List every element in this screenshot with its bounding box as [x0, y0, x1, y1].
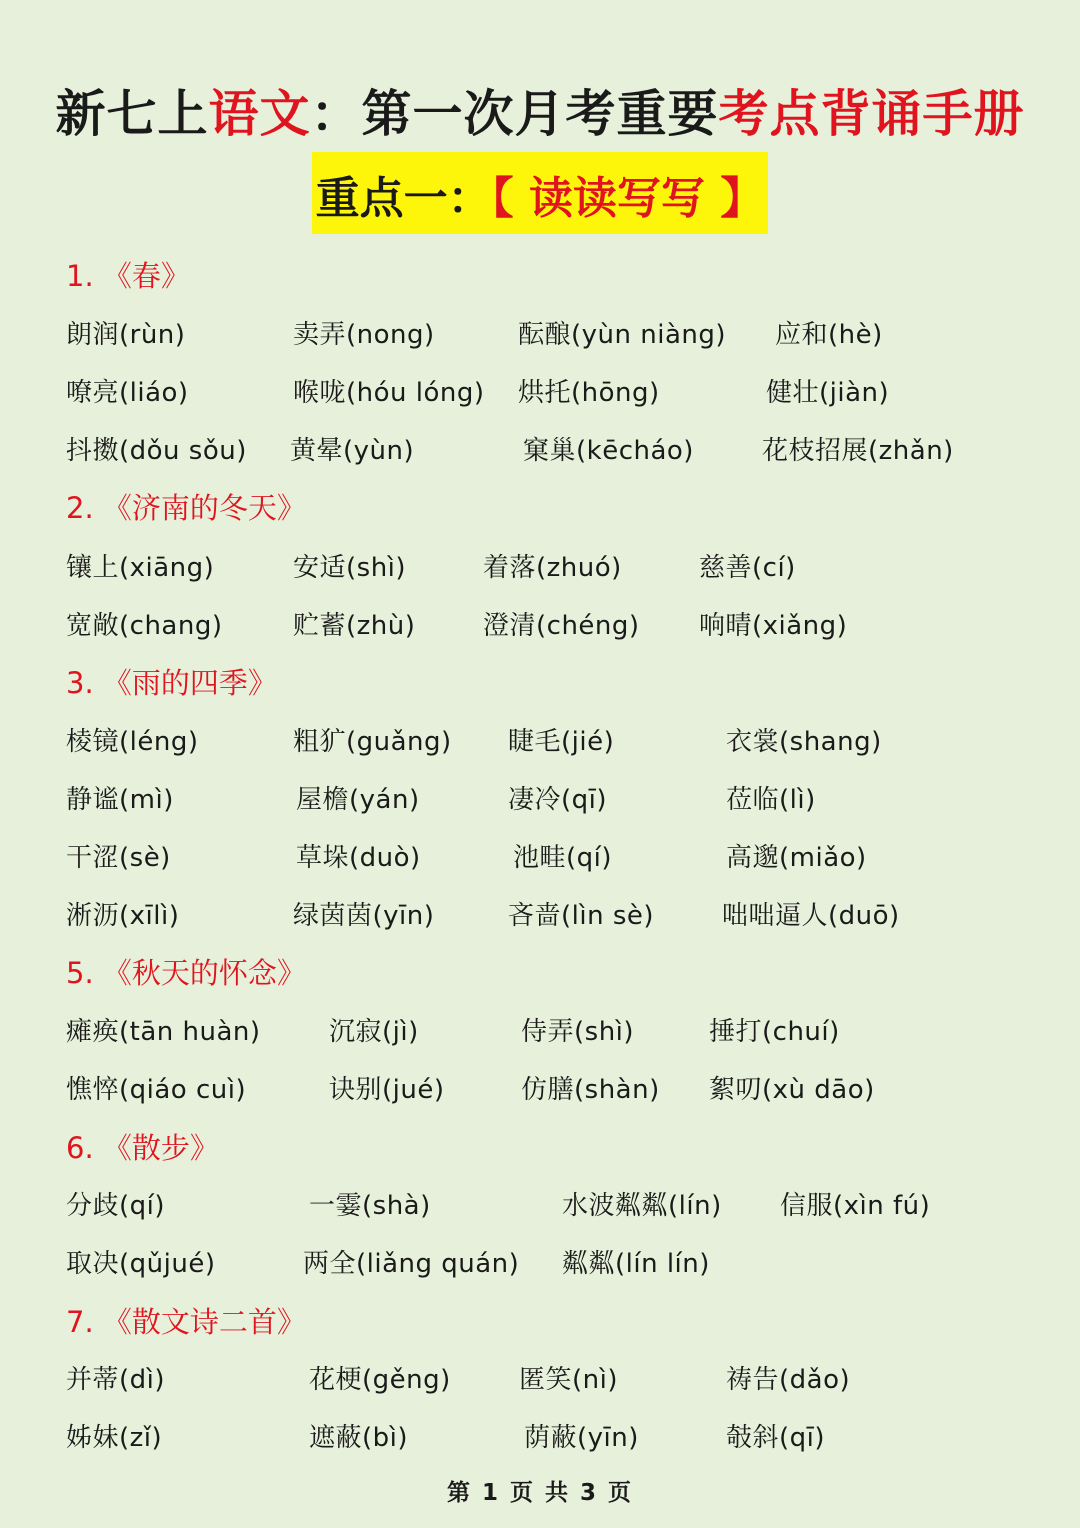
vocab-item: 粗犷(guǎng) [293, 727, 452, 757]
vocab-item: 一霎(shà) [309, 1191, 431, 1221]
page-number: 第 1 页 共 3 页 [446, 1480, 634, 1506]
title-part-1: 新七上 [55, 85, 209, 143]
vocab-item: 侍弄(shì) [521, 1017, 635, 1047]
vocab-item: 淅沥(xīlì) [66, 901, 180, 931]
vocab-item: 酝酿(yùn niàng) [518, 320, 727, 350]
vocab-item: 憔悴(qiáo cuì) [66, 1075, 247, 1105]
vocab-item: 姊妹(zǐ) [66, 1423, 163, 1453]
vocab-item: 荫蔽(yīn) [524, 1423, 639, 1453]
vocab-item: 着落(zhuó) [483, 553, 622, 583]
vocab-item: 分歧(qí) [66, 1191, 166, 1221]
subtitle-part-1: 重点一： [315, 173, 492, 224]
vocab-item: 匿笑(nì) [519, 1365, 618, 1395]
title-part-2: 语文 [208, 85, 311, 143]
section-heading: 2. 《济南的冬天》 [66, 491, 306, 525]
vocab-item: 莅临(lì) [726, 785, 816, 815]
vocab-item: 卖弄(nong) [293, 320, 435, 350]
vocab-item: 祷告(dǎo) [726, 1365, 851, 1395]
vocab-item: 凄冷(qī) [508, 785, 608, 815]
section-heading: 7. 《散文诗二首》 [66, 1305, 306, 1339]
vocab-item: 花梗(gěng) [309, 1365, 451, 1395]
vocab-item: 屋檐(yán) [296, 785, 420, 815]
vocab-item: 贮蓄(zhù) [293, 611, 416, 641]
page-title [0, 74, 1080, 146]
vocab-item: 安适(shì) [293, 553, 407, 583]
vocab-item: 喉咙(hóu lóng) [293, 378, 485, 408]
vocab-item: 草垛(duò) [296, 843, 421, 873]
vocab-item: 水波粼粼(lín) [562, 1191, 722, 1221]
section-heading: 1. 《春》 [66, 259, 190, 293]
vocab-item: 诀别(jué) [329, 1075, 445, 1105]
vocab-item: 并蒂(dì) [66, 1365, 166, 1395]
vocab-item: 应和(hè) [775, 320, 883, 350]
vocab-item: 睫毛(jié) [508, 727, 615, 757]
vocab-item: 烘托(hōng) [518, 378, 660, 408]
vocab-item: 咄咄逼人(duō) [722, 901, 900, 931]
vocab-item: 攲斜(qī) [726, 1423, 826, 1453]
vocab-item: 干涩(sè) [66, 843, 171, 873]
vocab-item: 镶上(xiāng) [66, 553, 215, 583]
vocab-item: 静谧(mì) [66, 785, 174, 815]
subtitle-part-2: 【 读读写写 】 [491, 173, 765, 224]
vocab-item: 绿茵茵(yīn) [293, 901, 435, 931]
vocab-item: 慈善(cí) [699, 553, 796, 583]
section-heading: 5. 《秋天的怀念》 [66, 956, 306, 990]
vocab-item: 黄晕(yùn) [290, 436, 415, 466]
vocab-item: 宽敞(chang) [66, 611, 223, 641]
vocab-item: 高邈(miǎo) [726, 843, 867, 873]
vocab-item: 朗润(rùn) [66, 320, 186, 350]
vocab-item: 仿膳(shàn) [521, 1075, 660, 1105]
title-part-3: ：第一次月考重要 [310, 85, 719, 143]
vocab-item: 取决(qǔjué) [66, 1249, 216, 1279]
vocab-item: 沉寂(jì) [329, 1017, 419, 1047]
vocab-item: 捶打(chuí) [709, 1017, 840, 1047]
vocab-item: 粼粼(lín lín) [562, 1249, 710, 1279]
title-part-4: 考点背诵手册 [718, 85, 1025, 143]
vocab-item: 信服(xìn fú) [780, 1191, 931, 1221]
vocab-item: 窠巢(kēcháo) [523, 436, 694, 466]
vocab-item: 池畦(qí) [513, 843, 613, 873]
vocab-item: 澄清(chéng) [483, 611, 640, 641]
vocab-item: 瘫痪(tān huàn) [66, 1017, 261, 1047]
section-heading: 3. 《雨的四季》 [66, 666, 277, 700]
vocab-item: 吝啬(lìn sè) [508, 901, 655, 931]
section-subtitle [312, 152, 769, 234]
vocab-item: 絮叨(xù dāo) [709, 1075, 875, 1105]
vocab-item: 健壮(jiàn) [766, 378, 890, 408]
vocab-item: 遮蔽(bì) [309, 1423, 409, 1453]
vocab-item: 抖擞(dǒu sǒu) [66, 436, 247, 466]
section-heading: 6. 《散步》 [66, 1131, 219, 1165]
vocab-item: 花枝招展(zhǎn) [762, 436, 954, 466]
vocab-item: 棱镜(léng) [66, 727, 199, 757]
vocab-item: 嘹亮(liáo) [66, 378, 189, 408]
vocab-item: 衣裳(shang) [726, 727, 882, 757]
vocab-item: 两全(liǎng quán) [303, 1249, 520, 1279]
vocab-item: 响晴(xiǎng) [699, 611, 848, 641]
